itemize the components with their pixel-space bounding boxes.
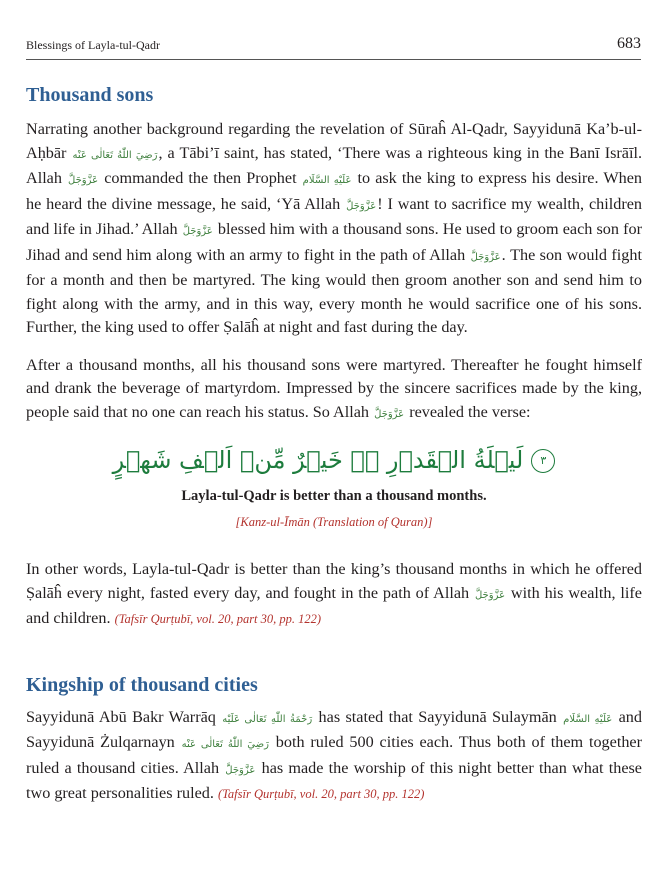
paragraph [26, 558, 642, 632]
section-heading-kingship: Kingship of thousand cities [26, 673, 258, 696]
text: ! I want to sacrifice my wealth, children and life in Jihad.’ Allah [26, 194, 642, 238]
page-header [26, 31, 641, 60]
citation: (Tafsīr Qurṭubī, vol. 20, part 30, pp. 122) [114, 612, 322, 626]
text: has made the worship of this night better than what these two great personalities ruled. [26, 758, 642, 802]
honorific-text: عَزَّوَجَلَّ [470, 251, 501, 263]
text: Sayyidunā Abū Bakr Warrāq [26, 707, 222, 726]
honorific-text: رَحْمَةُ اللّٰهِ تَعَالٰى عَلَيْه [222, 713, 313, 725]
translation-source: [Kanz-ul-Īmān (Translation of Quran)] [235, 515, 433, 529]
page-content [26, 82, 642, 807]
text: blessed him with a thousand sons. He used to groom each son for Jihad and send him along with an army to fight in the path of Allah [26, 220, 642, 264]
text: Narrating another background regarding the revelation of Sūraĥ Al-Qadr, Sayyidunā Ka’b-ul-Aḥbār [26, 120, 642, 162]
text: both ruled 500 cities each. Thus both of them together ruled a thousand cities. Allah [26, 733, 642, 777]
quran-verse [26, 440, 642, 480]
citation: (Tafsīr Qurṭubī, vol. 20, part 30, pp. 122) [217, 787, 425, 801]
text: In other words, Layla-tul-Qadr is better than the king’s thousand months in which he offered Ṣalāĥ every night, fasted every day, and fought in the path of Allah [26, 560, 642, 602]
honorific-text: عَلَيْهِ السَّلَام [563, 713, 613, 725]
running-title: Blessings of Layla-tul-Qadr [26, 38, 160, 52]
paragraph [26, 118, 642, 340]
honorific-text: عَزَّوَجَلَّ [474, 589, 506, 601]
text: After a thousand months, all his thousand sons were martyred. Thereafter he fought himself and drank the beverage of martyrdom. Impressed by the sincere sacrifices made by the king, people said that no one can reach his status. So Allah [26, 355, 642, 421]
text: has stated that Sayyidunā Sulaymān [313, 707, 563, 726]
page-number: 683 [617, 35, 641, 52]
text: with his wealth, life and children. [26, 583, 642, 627]
honorific-text: رَضِيَ اللّٰهُ تَعَالٰى عَنْه [72, 149, 158, 161]
text: commanded the then Prophet [99, 169, 302, 187]
verse-arabic-text: لَيۡلَةُ الۡقَدۡرِ ۬ۙ خَيۡرٌ مِّنۡ اَلۡفِ شَهۡرٍ [112, 446, 524, 474]
honorific-text: عَزَّوَجَلَّ [68, 175, 99, 186]
text: . The son would fight for a month and then be martyred. The king would then groom another son and send him to fight along with the army, and in this way, every month he would sacrifice one of his sons. Further, the king used to offer Ṣalāĥ at night and fast during the day. [26, 245, 642, 336]
text: to ask the king to express his desire. When he heard the divine message, he said, ‘Yā Allah [26, 169, 642, 213]
text: and Sayyidunā Żulqarnayn [26, 707, 642, 751]
honorific-text: عَزَّوَجَلَّ [225, 764, 256, 776]
honorific-text: رَضِيَ اللّٰهُ تَعَالٰى عَنْه [181, 739, 269, 750]
paragraph [26, 706, 642, 807]
text: , a Tābi’ī saint, has stated, ‘There was a righteous king in the Banī Isrāīl. Allah [26, 143, 643, 187]
paragraph [26, 354, 642, 427]
honorific-text: عَلَيْهِ السَّلَام [302, 175, 352, 186]
section-heading-thousand-sons: Thousand sons [26, 84, 154, 106]
verse-translation: Layla-tul-Qadr is better than a thousand months. [181, 488, 487, 504]
verse-number-mark: ۳ [531, 449, 555, 473]
honorific-text: عَزَّوَجَلَّ [346, 200, 377, 212]
honorific-text: عَزَّوَجَلَّ [374, 408, 405, 420]
text: revealed the verse: [405, 402, 531, 421]
honorific-text: عَزَّوَجَلَّ [182, 226, 213, 237]
